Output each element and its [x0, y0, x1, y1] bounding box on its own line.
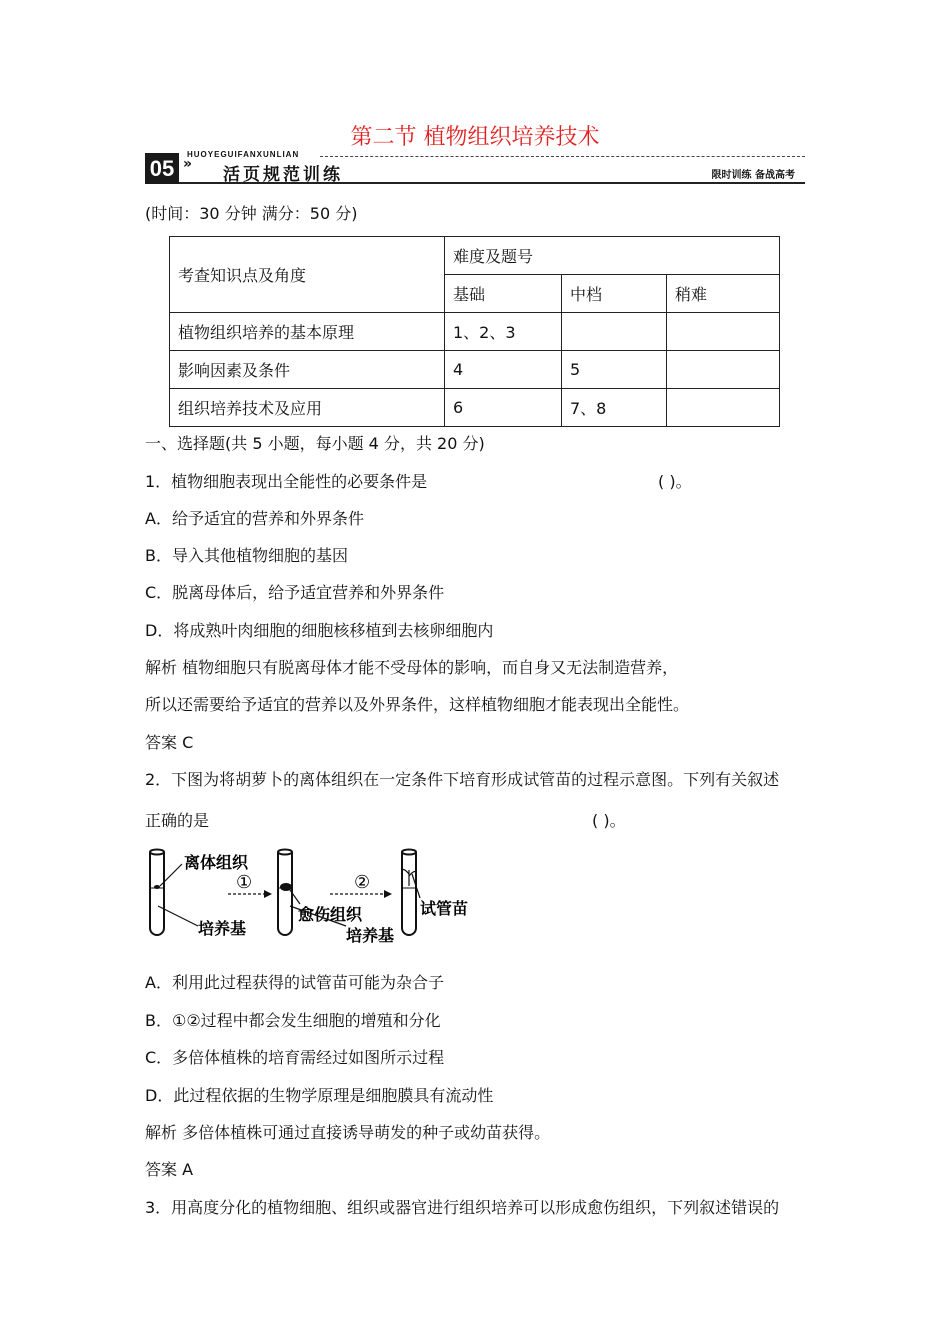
q2-stem-line2: 正确的是: [145, 811, 210, 830]
table-cell-topic: 组织培养技术及应用: [170, 389, 445, 427]
label-plantlet: 试管苗: [420, 899, 469, 918]
q1-stem: 1．植物细胞表现出全能性的必要条件是: [145, 472, 428, 491]
explant-tissue: [154, 885, 160, 889]
arrow-right-icon: [264, 890, 272, 898]
section-banner: [145, 150, 805, 186]
table-cell-topic: 植物组织培养的基本原理: [170, 313, 445, 351]
table-cell-mid: 7、8: [562, 389, 667, 427]
label-callus: 愈伤组织: [298, 905, 363, 924]
table-header-basic: 基础: [445, 275, 562, 313]
table-cell-hard: [667, 313, 780, 351]
q2-option-d: D．此过程依据的生物学原理是细胞膜具有流动性: [145, 1086, 494, 1105]
table-cell-hard: [667, 389, 780, 427]
label-medium-1: 培养基: [198, 919, 247, 938]
arrow-right-icon: [384, 890, 392, 898]
banner-pinyin: HUOYEGUIFANXUNLIAN: [187, 150, 300, 159]
q1-answer: 答案 C: [145, 733, 194, 752]
banner-rule: [179, 182, 805, 184]
q1-answer-blank: ( )。: [658, 472, 692, 491]
page-title: 第二节 植物组织培养技术: [350, 125, 600, 150]
test-tube-1: [150, 850, 164, 936]
time-info: (时间：30 分钟 满分：50 分): [145, 204, 358, 223]
q1-option-d: D．将成熟叶肉细胞的细胞核移植到去核卵细胞内: [145, 621, 494, 640]
chevron-right-icon: »: [183, 156, 193, 172]
table-cell-basic: 4: [445, 351, 562, 389]
q2-stem-line1: 2．下图为将胡萝卜的离体组织在一定条件下培育形成试管苗的过程示意图。下列有关叙述: [145, 770, 780, 789]
table-header-mid: 中档: [562, 275, 667, 313]
table-cell-basic: 1、2、3: [445, 313, 562, 351]
q3-stem: 3．用高度分化的植物细胞、组织或器官进行组织培养可以形成愈伤组织，下列叙述错误的: [145, 1198, 780, 1217]
q2-answer-blank: ( )。: [592, 811, 626, 830]
banner-dashed-line: [320, 156, 805, 157]
table-cell-mid: 5: [562, 351, 667, 389]
q1-option-b: B．导入其他植物细胞的基因: [145, 546, 348, 565]
step-1-marker: ①: [236, 872, 253, 893]
banner-title: 活页规范训练: [223, 165, 343, 185]
q2-answer: 答案 A: [145, 1160, 194, 1179]
banner-number: 05: [145, 153, 179, 184]
callus-blob: [280, 883, 292, 891]
q2-analysis: 解析 多倍体植株可通过直接诱导萌发的种子或幼苗获得。: [145, 1123, 551, 1142]
banner-slogan: 限时训练 备战高考: [711, 170, 795, 181]
q2-option-b: B．①②过程中都会发生细胞的增殖和分化: [145, 1011, 441, 1030]
table-cell-hard: [667, 351, 780, 389]
q2-option-c: C．多倍体植株的培育需经过如图所示过程: [145, 1048, 445, 1067]
plantlet-icon: [402, 870, 416, 887]
tissue-culture-diagram: [140, 842, 480, 950]
table-header-topic: 考查知识点及角度: [170, 237, 445, 313]
q2-option-a: A．利用此过程获得的试管苗可能为杂合子: [145, 973, 444, 992]
step-2-marker: ②: [354, 872, 371, 893]
table-header-difficulty: 难度及题号: [445, 237, 780, 275]
table-row: [170, 351, 780, 389]
table-cell-basic: 6: [445, 389, 562, 427]
knowledge-table: [169, 236, 780, 427]
q1-option-c: C．脱离母体后，给予适宜营养和外界条件: [145, 583, 445, 602]
test-tube-2: [278, 850, 292, 936]
table-row: [170, 389, 780, 427]
label-tissue: 离体组织: [184, 853, 249, 872]
table-row: [170, 313, 780, 351]
label-medium-2: 培养基: [346, 926, 395, 945]
q1-analysis-line1: 解析 植物细胞只有脱离母体才能不受母体的影响，而自身又无法制造营养，: [145, 658, 679, 677]
table-header-hard: 稍难: [667, 275, 780, 313]
q1-option-a: A．给予适宜的营养和外界条件: [145, 509, 364, 528]
section-heading: 一、选择题(共 5 小题，每小题 4 分，共 20 分): [145, 434, 485, 453]
test-tube-3: [402, 850, 416, 936]
table-cell-mid: [562, 313, 667, 351]
q1-analysis-line2: 所以还需要给予适宜的营养以及外界条件，这样植物细胞才能表现出全能性。: [145, 695, 690, 714]
table-cell-topic: 影响因素及条件: [170, 351, 445, 389]
